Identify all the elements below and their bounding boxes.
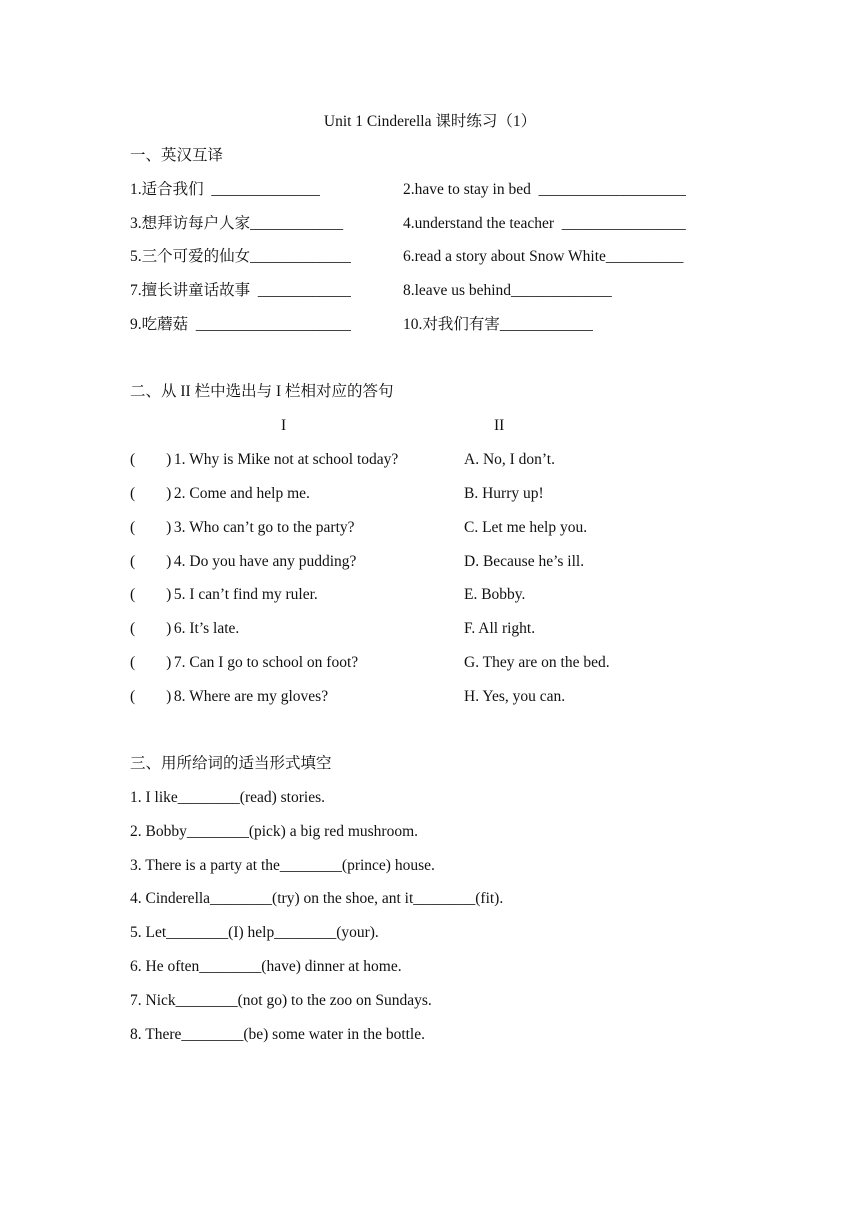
s1-item-10: 10.对我们有害____________: [403, 316, 593, 333]
s2-answer-f: F. All right.: [464, 620, 536, 637]
s3-item-7: 7. Nick________(not go) to the zoo on Sundays.: [130, 992, 432, 1009]
s1-item-9: 9.吃蘑菇 ____________________: [130, 316, 351, 333]
s1-item-6: 6.read a story about Snow White__________: [403, 248, 684, 265]
s1-item-7: 7.擅长讲童话故事 ____________: [130, 282, 351, 299]
s3-item-3: 3. There is a party at the________(prince) house.: [130, 857, 435, 874]
s1-item-3: 3.想拜访每户人家____________: [130, 215, 344, 232]
s1-item-4: 4.understand the teacher ________________: [403, 215, 686, 232]
answer-blank[interactable]: ( ): [130, 654, 172, 671]
answer-blank[interactable]: ( ): [130, 620, 172, 637]
s3-item-4: 4. Cinderella________(try) on the shoe, ant it________(fit).: [130, 890, 504, 907]
s2-answer-b: B. Hurry up!: [464, 485, 544, 502]
answer-blank[interactable]: ( ): [130, 688, 172, 705]
s3-item-5: 5. Let________(I) help________(your).: [130, 924, 379, 941]
s2-question-2: 2. Come and help me.: [170, 485, 310, 502]
s2-answer-g: G. They are on the bed.: [464, 654, 610, 671]
s3-item-8: 8. There________(be) some water in the bottle.: [130, 1026, 425, 1043]
s1-item-8: 8.leave us behind_____________: [403, 282, 612, 299]
s2-question-7: 7. Can I go to school on foot?: [170, 654, 359, 671]
s2-answer-a: A. No, I don’t.: [464, 451, 555, 468]
s2-question-5: 5. I can’t find my ruler.: [170, 586, 318, 603]
s2-question-1: 1. Why is Mike not at school today?: [170, 451, 399, 468]
s1-item-1: 1.适合我们 ______________: [130, 181, 320, 198]
answer-blank[interactable]: ( ): [130, 519, 172, 536]
s2-answer-e: E. Bobby.: [464, 586, 526, 603]
s2-question-3: 3. Who can’t go to the party?: [170, 519, 355, 536]
answer-blank[interactable]: ( ): [130, 586, 172, 603]
s3-item-6: 6. He often________(have) dinner at home.: [130, 958, 402, 975]
answer-blank[interactable]: ( ): [130, 485, 172, 502]
s3-item-1: 1. I like________(read) stories.: [130, 789, 325, 806]
s1-item-2: 2.have to stay in bed ___________________: [403, 181, 686, 198]
section3-heading: 三、用所给词的适当形式填空: [130, 755, 332, 772]
s2-question-8: 8. Where are my gloves?: [170, 688, 329, 705]
section1-heading: 一、英汉互译: [130, 147, 224, 164]
section2-heading: 二、从 II 栏中选出与 I 栏相对应的答句: [130, 383, 394, 400]
column-ii-header: II: [494, 417, 505, 434]
answer-blank[interactable]: ( ): [130, 553, 172, 570]
s2-answer-d: D. Because he’s ill.: [464, 553, 585, 570]
s2-question-4: 4. Do you have any pudding?: [170, 553, 357, 570]
column-i-header: I: [281, 417, 287, 434]
s2-answer-c: C. Let me help you.: [464, 519, 588, 536]
s2-answer-h: H. Yes, you can.: [464, 688, 566, 705]
s2-question-6: 6. It’s late.: [170, 620, 240, 637]
page-title: Unit 1 Cinderella 课时练习（1）: [323, 113, 537, 130]
s1-item-5: 5.三个可爱的仙女_____________: [130, 248, 351, 265]
s3-item-2: 2. Bobby________(pick) a big red mushroom.: [130, 823, 419, 840]
answer-blank[interactable]: ( ): [130, 451, 172, 468]
